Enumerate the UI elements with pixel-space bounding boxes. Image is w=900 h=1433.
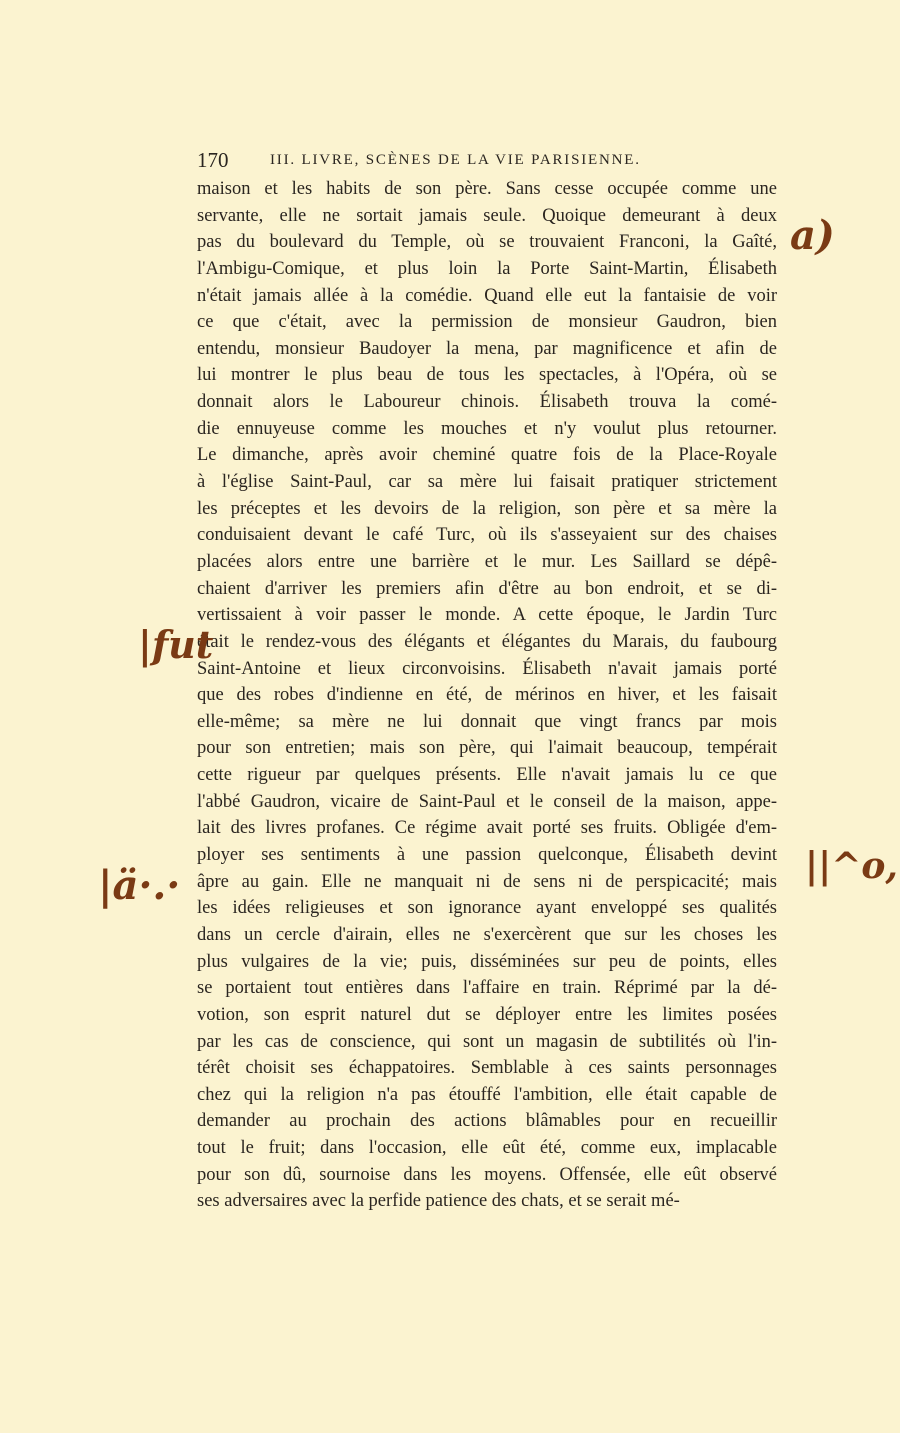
page-header xyxy=(197,147,777,173)
text-line: donnait alors le Laboureur chinois. Élisabeth trouva la comé- xyxy=(197,392,777,413)
text-line: lait des livres profanes. Ce régime avait porté ses fruits. Obligée d'em- xyxy=(197,818,777,839)
text-line: pas du boulevard du Temple, où se trouvaient Franconi, la Gaîté, xyxy=(197,232,777,253)
running-head: III. LIVRE, SCÈNES DE LA VIE PARISIENNE. xyxy=(270,152,641,168)
margin-annotation-right-lower: ||^o, xyxy=(805,845,898,887)
text-line: l'abbé Gaudron, vicaire de Saint-Paul et le conseil de la maison, appe- xyxy=(197,791,777,812)
text-line: tout le fruit; dans l'occasion, elle eût été, comme eux, implacable xyxy=(197,1138,777,1159)
text-line: les préceptes et les devoirs de la religion, son père et sa mère la xyxy=(197,498,777,519)
text-line: se portaient tout entières dans l'affaire en train. Réprimé par la dé- xyxy=(197,978,777,999)
text-line: ses adversaires avec la perfide patience des chats, et se serait mé- xyxy=(197,1191,680,1212)
text-line: votion, son esprit naturel dut se déployer entre les limites posées xyxy=(197,1004,777,1025)
text-line: l'Ambigu-Comique, et plus loin la Porte Saint-Martin, Élisabeth xyxy=(197,258,777,279)
text-line: entendu, monsieur Baudoyer la mena, par magnificence et afin de xyxy=(197,338,777,359)
text-line: était le rendez-vous des élégants et élégantes du Marais, du faubourg xyxy=(197,631,777,652)
margin-annotation-right-top: a) xyxy=(790,212,835,259)
margin-annotation-left-middle: |fut xyxy=(138,622,214,667)
text-line: conduisaient devant le café Turc, où ils s'asseyaient sur des chaises xyxy=(197,525,777,546)
text-line: plus vulgaires de la vie; puis, disséminées sur peu de points, elles xyxy=(197,951,777,972)
text-line: térêt choisit ses échappatoires. Semblable à ces saints personnages xyxy=(197,1058,777,1079)
margin-annotation-left-lower: |ä·.· xyxy=(98,862,181,909)
text-line: que des robes d'indienne en été, de mérinos en hiver, et les faisait xyxy=(197,685,777,706)
text-line: ce que c'était, avec la permission de monsieur Gaudron, bien xyxy=(197,312,777,333)
text-line: ployer ses sentiments à une passion quelconque, Élisabeth devint xyxy=(197,845,777,866)
text-line: Saint-Antoine et lieux circonvoisins. Élisabeth n'avait jamais porté xyxy=(197,658,777,679)
text-line: pour son entretien; mais son père, qui l'aimait beaucoup, tempérait xyxy=(197,738,777,759)
body-text xyxy=(197,176,777,1215)
text-line: placées alors entre une barrière et le mur. Les Saillard se dépê- xyxy=(197,551,777,572)
text-line: n'était jamais allée à la comédie. Quand elle eut la fantaisie de voir xyxy=(197,285,777,306)
text-line: les idées religieuses et son ignorance ayant enveloppé ses qualités xyxy=(197,898,777,919)
text-line: maison et les habits de son père. Sans cesse occupée comme une xyxy=(197,179,777,199)
text-line: vertissaient à voir passer le monde. A cette époque, le Jardin Turc xyxy=(197,605,777,626)
text-line: par les cas de conscience, qui sont un magasin de subtilités où l'in- xyxy=(197,1031,777,1052)
text-line: à l'église Saint-Paul, car sa mère lui faisait pratiquer strictement xyxy=(197,472,777,493)
text-line: lui montrer le plus beau de tous les spectacles, à l'Opéra, où se xyxy=(197,365,777,386)
page-number: 170 xyxy=(197,148,229,172)
text-line: âpre au gain. Elle ne manquait ni de sens ni de perspicacité; mais xyxy=(197,871,777,892)
text-line: pour son dû, sournoise dans les moyens. Offensée, elle eût observé xyxy=(197,1164,777,1185)
text-line: chez qui la religion n'a pas étouffé l'ambition, elle était capable de xyxy=(197,1084,777,1105)
text-line: die ennuyeuse comme les mouches et n'y voulut plus retourner. xyxy=(197,418,777,439)
text-line: cette rigueur par quelques présents. Elle n'avait jamais lu ce que xyxy=(197,765,777,786)
text-line: Le dimanche, après avoir cheminé quatre fois de la Place-Royale xyxy=(197,445,777,466)
text-line: elle-même; sa mère ne lui donnait que vingt francs par mois xyxy=(197,711,777,732)
text-line: servante, elle ne sortait jamais seule. Quoique demeurant à deux xyxy=(197,205,777,226)
text-line: demander au prochain des actions blâmables pour en recueillir xyxy=(197,1111,777,1132)
text-line: dans un cercle d'airain, elles ne s'exercèrent que sur les choses les xyxy=(197,924,777,945)
text-line: chaient d'arriver les premiers afin d'être au bon endroit, et se di- xyxy=(197,578,777,599)
